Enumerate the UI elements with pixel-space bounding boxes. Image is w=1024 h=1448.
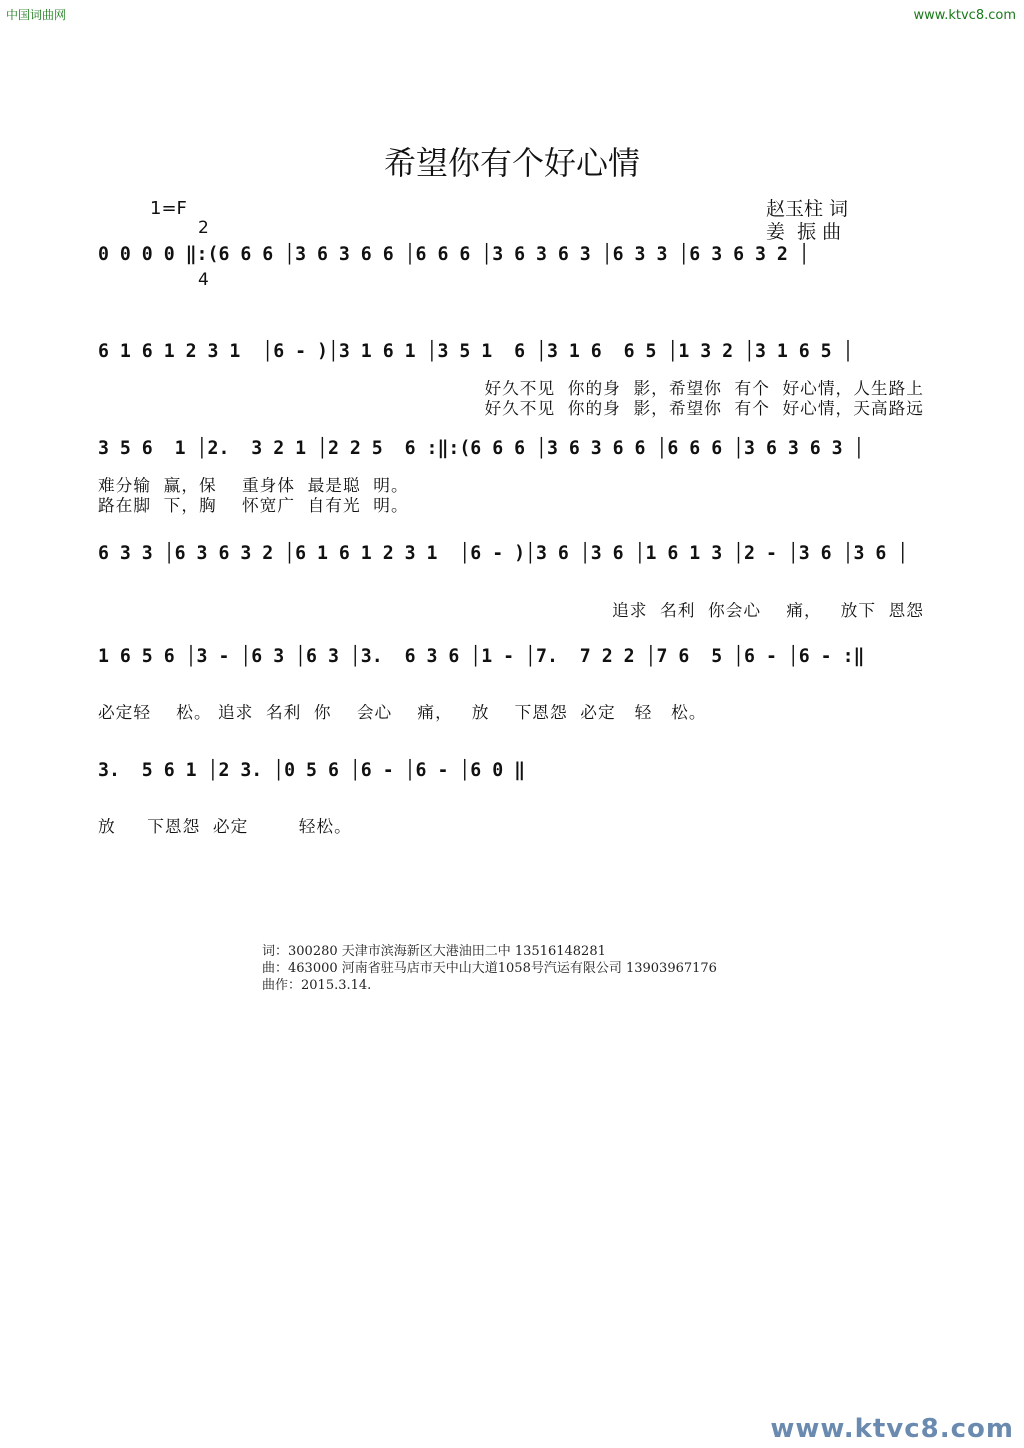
site-name-left: 中国词曲网	[6, 8, 67, 22]
watermark: www.ktvc8.com	[770, 1414, 1014, 1444]
site-url-right: www.ktvc8.com	[913, 8, 1016, 23]
lyric-line-6: 放 下恩怨 必定 轻松。	[98, 816, 352, 836]
notation-line-4: 6 3 3 │6 3 6 3 2 │6 1 6 1 2 3 1 │6 - )│3 6 │3 6 │1 6 1 3 │2 - │3 6 │3 6 │	[98, 543, 909, 564]
song-title: 希望你有个好心情	[383, 144, 640, 182]
notation-line-2: 6 1 6 1 2 3 1 │6 - )│3 1 6 1 │3 5 1 6 │3 1 6 6 5 │1 3 2 │3 1 6 5 │	[98, 341, 854, 362]
time-signature-top: 2	[198, 218, 209, 238]
notation-line-1: 0 0 0 0 ‖:(6 6 6 │3 6 3 6 6 │6 6 6 │3 6 3 6 3 │6 3 3 │6 3 6 3 2 │	[98, 244, 810, 265]
notation-line-6: 3. 5 6 1 │2 3. │0 5 6 │6 - │6 - │6 0 ‖	[98, 760, 526, 781]
lyric-line-5: 必定轻 松。 追求 名利 你 会心 痛， 放 下恩怨 必定 轻 松。	[98, 702, 707, 722]
lyric-line-4: 追求 名利 你会心 痛， 放下 恩怨	[612, 600, 924, 620]
lyric-line-3b: 路在脚 下，胸 怀宽广 自有光 明。	[98, 495, 409, 515]
lyric-line-2b: 好久不见 你的身 影，希望你 有个 好心情，天高路远	[484, 398, 924, 418]
notation-line-3: 3 5 6 1 │2. 3 2 1 │2 2 5 6 :‖:(6 6 6 │3 6 3 6 6 │6 6 6 │3 6 3 6 3 │	[98, 438, 865, 459]
notation-line-5: 1 6 5 6 │3 - │6 3 │6 3 │3. 6 3 6 │1 - │7. 7 2 2 │7 6 5 │6 - │6 - :‖	[98, 646, 865, 667]
footer-lyricist-contact: 词：300280 天津市滨海新区大港油田二中 13516148281	[262, 944, 606, 959]
composer-credit: 姜 振 曲	[766, 221, 842, 243]
footer-composer-contact: 曲：463000 河南省驻马店市天中山大道1058号汽运有限公司 13903967176	[262, 961, 717, 976]
time-signature-bottom: 4	[198, 270, 209, 290]
lyricist-credit: 赵玉柱 词	[766, 198, 849, 220]
footer-date: 曲作：2015.3.14.	[262, 978, 372, 993]
key-signature: 1=F	[150, 198, 187, 219]
lyric-line-3a: 难分输 赢，保 重身体 最是聪 明。	[98, 475, 409, 495]
lyric-line-2a: 好久不见 你的身 影，希望你 有个 好心情，人生路上	[484, 378, 924, 398]
